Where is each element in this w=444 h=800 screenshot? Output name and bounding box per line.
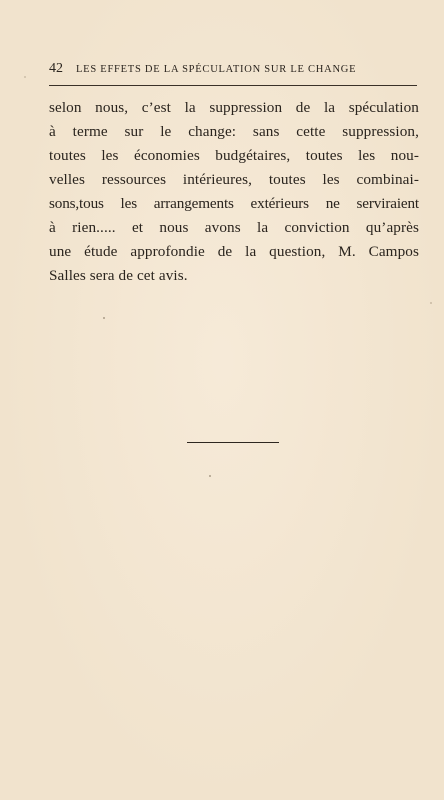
text-line: à terme sur le change: sans cette suppression, (49, 123, 419, 140)
paper-speck (209, 475, 211, 477)
text-line: une étude approfondie de la question, M. Campos (49, 243, 419, 260)
header-rule (49, 85, 417, 86)
text-line: Salles sera de cet avis. (49, 267, 188, 284)
text-line: toutes les économies budgétaires, toutes les nou- (49, 147, 419, 164)
page-number: 42 (49, 61, 63, 76)
end-of-chapter-rule (187, 442, 279, 443)
text-line: à rien..... et nous avons la conviction qu’après (49, 219, 419, 236)
paper-speck (24, 76, 26, 78)
text-line: selon nous, c’est la suppression de la spéculation (49, 99, 419, 116)
paper-speck (103, 317, 105, 319)
paper-speck (430, 302, 432, 304)
text-line: sons,tous les arrangements extérieurs ne serviraient (49, 195, 419, 212)
running-title: LES EFFETS DE LA SPÉCULATION SUR LE CHANGE (76, 64, 357, 75)
running-header (49, 61, 419, 79)
body-paragraph (49, 96, 419, 288)
text-line: velles ressources intérieures, toutes les combinai- (49, 171, 419, 188)
